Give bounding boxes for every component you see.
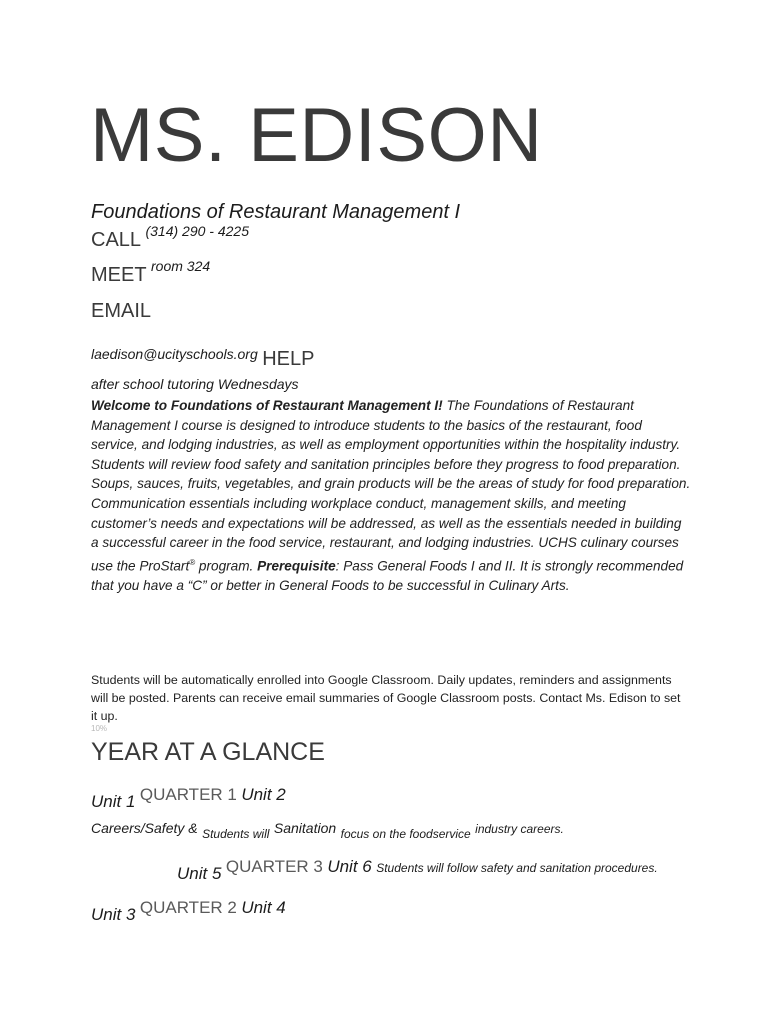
year-row-4 [91,898,286,924]
focus-foodservice: focus on the foodservice [340,827,471,841]
welcome-paragraph [91,396,691,595]
careers-safety: Careers/Safety & [91,820,198,836]
meet-label: MEET [91,264,147,286]
industry-careers: industry careers. [475,822,564,836]
unit-3: Unit 3 [91,905,136,924]
unit-2: Unit 2 [241,785,286,804]
quarter-1: QUARTER 1 [139,785,237,804]
email-row [91,346,314,369]
tiny-note: 10% [91,724,108,733]
registered-mark: ® [189,557,196,567]
unit-6-note: Students will follow safety and sanitation procedures. [376,861,658,875]
prerequisite-text: : Pass General Foods I and II. It is strongly recommended that you have a “C” or better in General Foods to be successful in Culinary Arts. [91,558,684,593]
call-label: CALL [91,229,142,251]
unit-5: Unit 5 [177,864,222,883]
classroom-paragraph: Students will be automatically enrolled into Google Classroom. Daily updates, reminders and assignments will be posted. Parents can receive email summaries of Google Classroom posts. Contact Ms. Edison to set it up. [91,673,681,723]
help-text: after school tutoring Wednesdays [91,376,299,392]
year-heading: YEAR AT A GLANCE [91,738,325,766]
call-row [91,223,250,252]
quarter-3: QUARTER 3 [225,857,323,876]
room-number: room 324 [151,258,211,274]
year-row-1 [91,785,286,811]
welcome-body: The Foundations of Restaurant Management I course is designed to introduce students to the basics of the restaurant, food service, and lodging industries, as well as employment opportunities within the hospitality industry. Students will review food safety and sanitation principles before they progress to food preparation. Soups, sauces, fruits, vegetables, and grain products will be the areas of study for food preparation. Communication essentials including workplace conduct, management skills, and meeting customer’s needs and expectations will be addressed, as well as the essentials needed in building a successful career in the food service, restaurant, and lodging industries. UCHS culinary courses use the ProStart [91,398,691,574]
sanitation: Sanitation [273,820,337,836]
welcome-lead: Welcome to Foundations of Restaurant Management I! [91,398,443,413]
help-label: HELP [262,348,315,370]
quarter-2: QUARTER 2 [139,898,237,917]
page-title: MS. EDISON [90,93,543,178]
course-title: Foundations of Restaurant Management I [91,201,461,223]
phone-number: (314) 290 - 4225 [145,223,250,239]
unit-4: Unit 4 [241,898,286,917]
meet-row [91,258,211,287]
students-will: Students will [202,827,270,841]
prerequisite-label: Prerequisite [257,558,336,574]
unit-6: Unit 6 [327,857,372,876]
year-row-2 [91,820,564,841]
email-label: EMAIL [91,300,152,322]
unit-1: Unit 1 [91,792,136,811]
welcome-program: program. [195,558,258,574]
email-address[interactable]: laedison@ucityschools.org [91,346,258,362]
year-row-3 [177,857,658,883]
